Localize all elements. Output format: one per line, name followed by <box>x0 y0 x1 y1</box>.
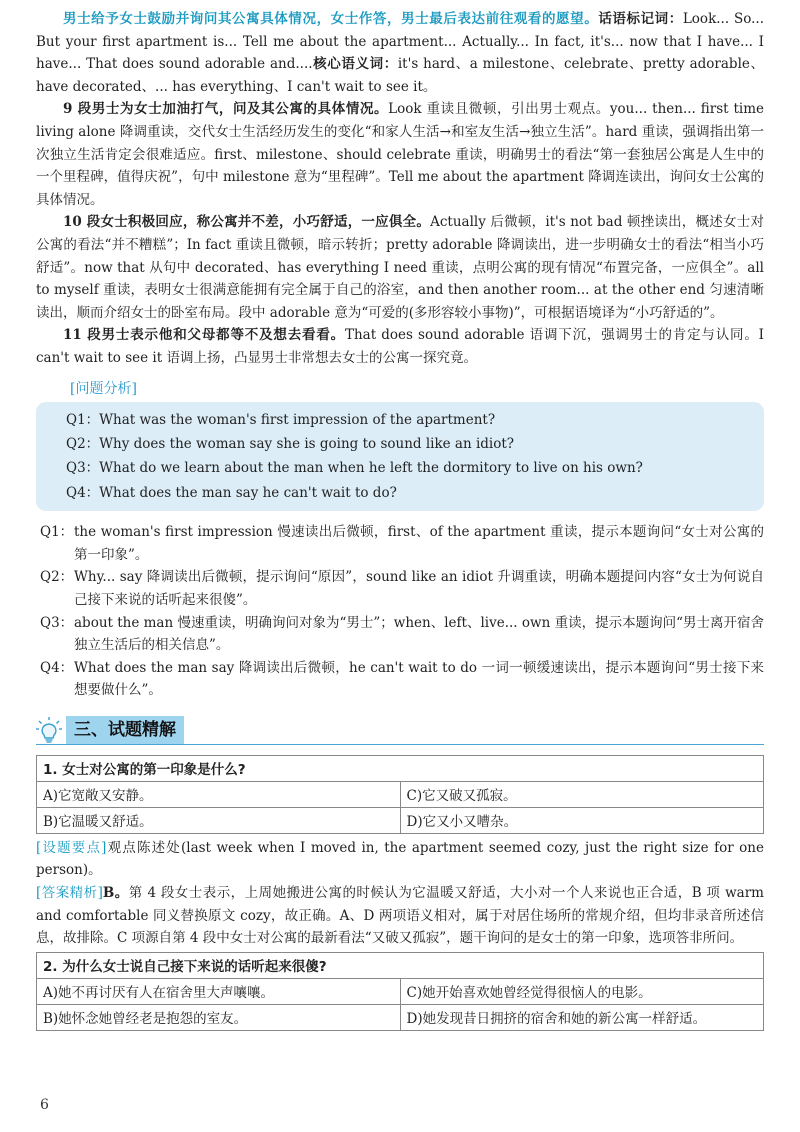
section-3-header <box>36 714 764 745</box>
core-vocab-text: it's hard、a milestone、celebrate、pretty adorable、have decorated、... has everything、I can't wait to see it。 <box>36 56 764 95</box>
option-d: D)她发现昔日拥挤的宿舍和她的新公寓一样舒适。 <box>400 1004 764 1030</box>
question-item: Q2：Why does the woman say she is going to sound like an idiot? <box>66 435 515 452</box>
question-analysis-label: [问题分析] <box>70 380 137 397</box>
analysis-item: Q2： Why... say 降调读出后微顿，提示询问“原因”，sound like an idiot 升调重读，明确本题提问内容“女士为何说自己接下来说的话听起来很傻”。 <box>40 569 764 608</box>
core-vocab-label: 核心语义词： <box>312 56 398 73</box>
paragraph-11-text: That does sound adorable 语调下沉，强调男士的肯定与认同。I can't wait to see it 语调上扬，凸显男士非常想去女士的公寓一探究竟。 <box>36 327 764 366</box>
paragraph-9-text: Look 重读且微顿，引出男士观点。you... then... first time living alone 降调重读，交代女士生活经历发生的变化“和家人生活→和室友生活→独立生活”。hard 重读，强调指出第一次独立生活肯定会很难适应。first、milestone、should celebrate 重读，明确男士的看法“第一套独居公寓是人生中的一个里程碑，值得庆祝”，句中 milestone 意为“里程碑”。Tell me about the apartment 降调连读出，询问女士公寓的具体情况。 <box>36 101 764 208</box>
page-content <box>36 8 764 1031</box>
question-1-table <box>36 755 764 834</box>
answer-analysis-text: 第 4 段女士表示，上周她搬进公寓的时候认为它温暖又舒适，大小对一个人来说也正合适，B 项 warm and comfortable 同义替换原文 cozy，故正确。A、D 两项语义相对，属于对居住场所的常规介绍，但均非录音所述信息，故排除。C 项源自第 4 段中女士对公寓的最新看法“又破又孤寂”，题干询问的是女士的第一印象，选项答非所问。 <box>36 885 764 947</box>
section-3-title: 三、试题精解 <box>66 716 184 744</box>
key-point-text: 观点陈述处(last week when I moved in, the apartment seemed cozy, just the right size for one person)。 <box>36 839 764 879</box>
analysis-item: Q4： What does the man say 降调读出后微顿，he can't wait to do 一词一顿缓速读出，提示本题询问“男士接下来想要做什么”。 <box>40 659 764 699</box>
q1-key-point <box>36 837 764 882</box>
question-analysis-list <box>40 521 764 702</box>
analysis-item: Q3： about the man 慢速重读，明确询问对象为“男士”；when、left、live... own 重读，提示本题询问“男士离开宿舍独立生活后的相关信息”。 <box>40 614 764 654</box>
lightbulb-icon <box>36 716 62 744</box>
question-box <box>36 402 764 512</box>
answer-letter: B。 <box>102 885 129 902</box>
analysis-item: Q1： the woman's first impression 慢速读出后微顿，first、of the apartment 重读，提示本题询问“女士对公寓的第一印象”。 <box>40 524 764 563</box>
option-c: C)她开始喜欢她曾经觉得很恼人的电影。 <box>400 978 764 1004</box>
option-a: A)她不再讨厌有人在宿舍里大声嚷嚷。 <box>37 978 401 1004</box>
question-item: Q1：What was the woman's first impression of the apartment? <box>66 411 496 428</box>
paragraph-9 <box>36 98 764 211</box>
question-item: Q3：What do we learn about the man when he left the dormitory to live on his own? <box>66 460 643 477</box>
page-number: 6 <box>40 1097 49 1113</box>
question-item: Q4：What does the man say he can't wait to do? <box>66 484 397 501</box>
paragraph-9-heading: 9 段男士为女士加油打气，问及其公寓的具体情况。 <box>63 101 389 118</box>
question-1-title: 1. 女士对公寓的第一印象是什么? <box>37 755 764 781</box>
intro-summary: 男士给予女士鼓励并询问其公寓具体情况，女士作答，男士最后表达前往观看的愿望。 <box>63 11 599 27</box>
option-c: C)它又破又孤寂。 <box>400 781 764 807</box>
paragraph-11 <box>36 324 764 369</box>
discourse-marker-label: 话语标记词： <box>598 11 683 27</box>
q1-answer-analysis <box>36 882 764 950</box>
paragraph-10-heading: 10 段女士积极回应，称公寓并不差，小巧舒适，一应俱全。 <box>63 214 431 231</box>
intro-paragraph <box>36 8 764 98</box>
paragraph-11-heading: 11 段男士表示他和父母都等不及想去看看。 <box>63 327 345 344</box>
option-a: A)它宽敞又安静。 <box>37 781 401 807</box>
answer-analysis-label: [答案精析] <box>36 885 103 902</box>
option-d: D)它又小又嘈杂。 <box>400 807 764 833</box>
discourse-marker-text: Look... So... But your first apartment is... Tell me about the apartment... Actually... In fact, it's... now that I have... I have... That does sound adorable and.... <box>36 11 765 73</box>
paragraph-10 <box>36 211 764 324</box>
question-2-table <box>36 952 764 1031</box>
paragraph-10-text: Actually 后微顿，it's not bad 顿挫读出，概述女士对公寓的看法“并不糟糕”；In fact 重读且微顿，暗示转折；pretty adorable 降调读出，进一步明确女士的看法“相当小巧舒适”。now that 从句中 decorated、has everything I need 重读，点明公寓的现有情况“布置完备，一应俱全”。all to myself 重读，表明女士很满意能拥有完全属于自己的浴室，and then another room... at the other end 匀速清晰读出，顺而介绍女士的卧室布局。段中 adorable 意为“可爱的(多形容较小事物)”，可根据语境译为“小巧舒适的”。 <box>36 214 764 321</box>
option-b: B)它温暖又舒适。 <box>37 807 401 833</box>
option-b: B)她怀念她曾经老是抱怨的室友。 <box>37 1004 401 1030</box>
key-point-label: [设题要点] <box>36 839 107 856</box>
question-2-title: 2. 为什么女士说自己接下来说的话听起来很傻? <box>37 952 764 978</box>
